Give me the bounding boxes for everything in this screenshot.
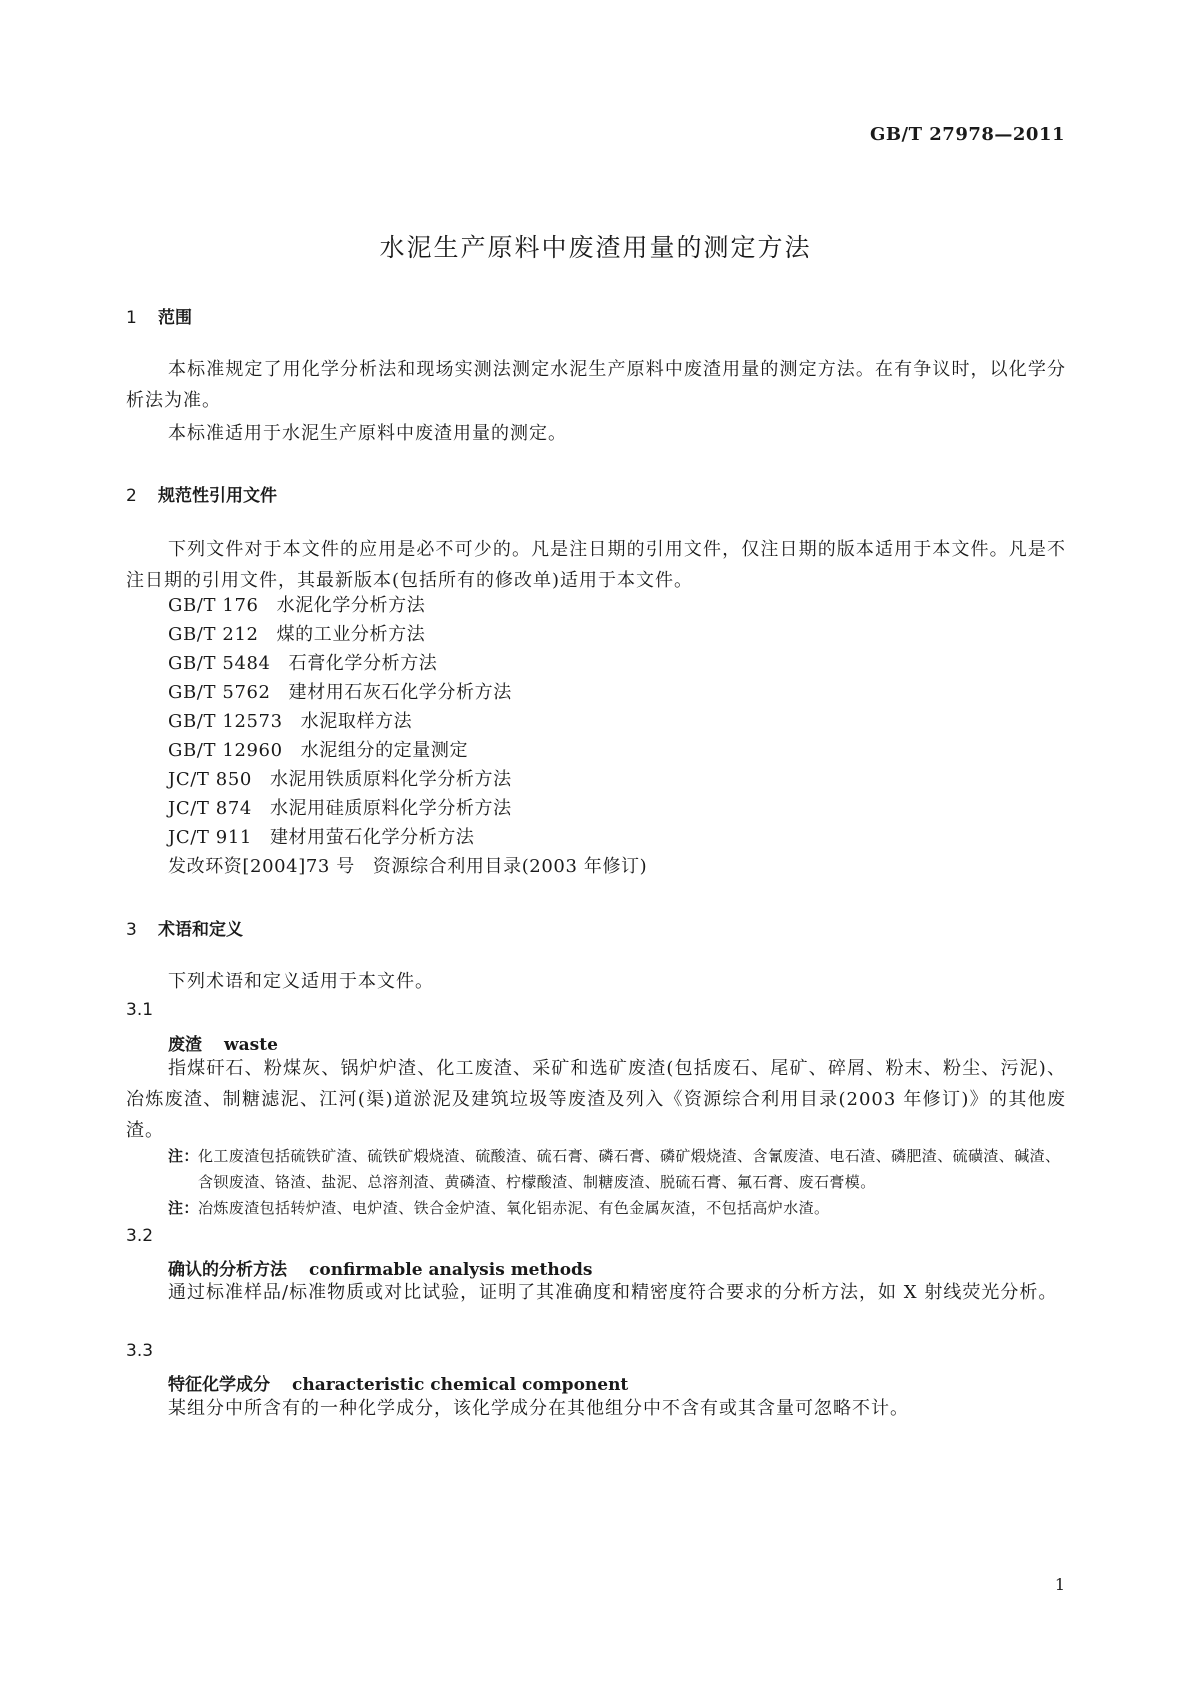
reference-code: JC/T 850 xyxy=(168,769,252,790)
reference-code: GB/T 12960 xyxy=(168,740,283,761)
reference-title: 资源综合利用目录(2003 年修订) xyxy=(372,856,648,877)
note-label: 注： xyxy=(168,1147,199,1165)
section-title: 术语和定义 xyxy=(158,920,243,940)
note-text: 冶炼废渣包括转炉渣、电炉渣、铁合金炉渣、氧化铝赤泥、有色金属灰渣，不包括高炉水渣。 xyxy=(198,1199,830,1217)
reference-code: GB/T 5762 xyxy=(168,682,271,703)
reference-title: 煤的工业分析方法 xyxy=(276,624,426,645)
section-2-paragraph-1: 下列文件对于本文件的应用是必不可少的。凡是注日期的引用文件，仅注日期的版本适用于本文件。凡是不注日期的引用文件，其最新版本(包括所有的修改单)适用于本文件。 xyxy=(126,539,1066,591)
section-title: 范围 xyxy=(158,308,192,328)
reference-title: 水泥用硅质原料化学分析方法 xyxy=(269,798,512,819)
note-text: 化工废渣包括硫铁矿渣、硫铁矿煅烧渣、硫酸渣、硫石膏、磷石膏、磷矿煅烧渣、含氰废渣、电石渣、磷肥渣、硫磺渣、碱渣、含钡废渣、铬渣、盐泥、总溶剂渣、黄磷渣、柠檬酸渣、制糖废渣、脱硫石膏、氟石膏、废石膏模。 xyxy=(198,1147,1061,1191)
term-name-en: characteristic chemical component xyxy=(292,1375,629,1395)
document-title: 水泥生产原料中废渣用量的测定方法 xyxy=(379,233,812,262)
term-number: 3.1 xyxy=(126,1000,154,1020)
reference-item xyxy=(168,648,437,679)
term-definition: 通过标准样品/标准物质或对比试验，证明了其准确度和精密度符合要求的分析方法，如 X 射线荧光分析。 xyxy=(168,1282,1058,1303)
reference-item xyxy=(168,590,425,621)
reference-code: GB/T 5484 xyxy=(168,653,271,674)
standard-code: GB/T 27978—2011 xyxy=(869,124,1065,145)
section-title: 规范性引用文件 xyxy=(158,486,277,506)
term-number: 3.3 xyxy=(126,1341,154,1361)
page-number: 1 xyxy=(1054,1575,1065,1594)
section-2-heading xyxy=(126,481,277,506)
reference-title: 水泥组分的定量测定 xyxy=(300,740,469,761)
section-3-heading xyxy=(126,915,243,940)
term-name-zh: 确认的分析方法 xyxy=(168,1260,287,1280)
section-3-intro: 下列术语和定义适用于本文件。 xyxy=(168,971,434,992)
term-name-en: confirmable analysis methods xyxy=(309,1260,593,1280)
reference-item xyxy=(168,764,512,795)
note-label: 注： xyxy=(168,1199,199,1217)
reference-item xyxy=(168,619,425,650)
reference-code: JC/T 874 xyxy=(168,798,252,819)
section-1-paragraph-1: 本标准规定了用化学分析法和现场实测法测定水泥生产原料中废渣用量的测定方法。在有争议时，以化学分析法为准。 xyxy=(126,359,1066,411)
term-definition: 指煤矸石、粉煤灰、锅炉炉渣、化工废渣、采矿和选矿废渣(包括废石、尾矿、碎屑、粉末、粉尘、污泥)、冶炼废渣、制糖滤泥、江河(渠)道淤泥及建筑垃圾等废渣及列入《资源综合利用目录(2003 年修订)》的其他废渣。 xyxy=(126,1058,1066,1141)
reference-code: 发改环资[2004]73 号 xyxy=(168,856,355,877)
reference-title: 水泥化学分析方法 xyxy=(276,595,426,616)
reference-item xyxy=(168,706,412,737)
term-name-en: waste xyxy=(224,1035,278,1055)
term-name xyxy=(168,1030,278,1055)
section-number: 2 xyxy=(126,486,137,506)
reference-code: JC/T 911 xyxy=(168,827,252,848)
reference-title: 建材用萤石化学分析方法 xyxy=(269,827,475,848)
reference-code: GB/T 176 xyxy=(168,595,259,616)
reference-title: 建材用石灰石化学分析方法 xyxy=(288,682,512,703)
section-number: 3 xyxy=(126,920,137,940)
term-definition: 某组分中所含有的一种化学成分，该化学成分在其他组分中不含有或其含量可忽略不计。 xyxy=(168,1398,909,1419)
section-1-paragraph-2: 本标准适用于水泥生产原料中废渣用量的测定。 xyxy=(168,423,567,444)
reference-title: 石膏化学分析方法 xyxy=(288,653,438,674)
reference-code: GB/T 212 xyxy=(168,624,259,645)
term-note xyxy=(168,1143,1068,1195)
reference-item xyxy=(168,793,512,824)
term-number: 3.2 xyxy=(126,1226,154,1246)
section-1-heading xyxy=(126,303,192,328)
reference-item xyxy=(168,822,475,853)
section-number: 1 xyxy=(126,308,137,328)
reference-item xyxy=(168,851,647,882)
reference-item xyxy=(168,677,512,708)
term-note xyxy=(168,1195,1068,1221)
term-name-zh: 特征化学成分 xyxy=(168,1375,270,1395)
reference-code: GB/T 12573 xyxy=(168,711,283,732)
reference-title: 水泥用铁质原料化学分析方法 xyxy=(269,769,512,790)
reference-item xyxy=(168,735,468,766)
reference-title: 水泥取样方法 xyxy=(300,711,413,732)
term-name xyxy=(168,1370,628,1395)
term-name-zh: 废渣 xyxy=(168,1035,202,1055)
